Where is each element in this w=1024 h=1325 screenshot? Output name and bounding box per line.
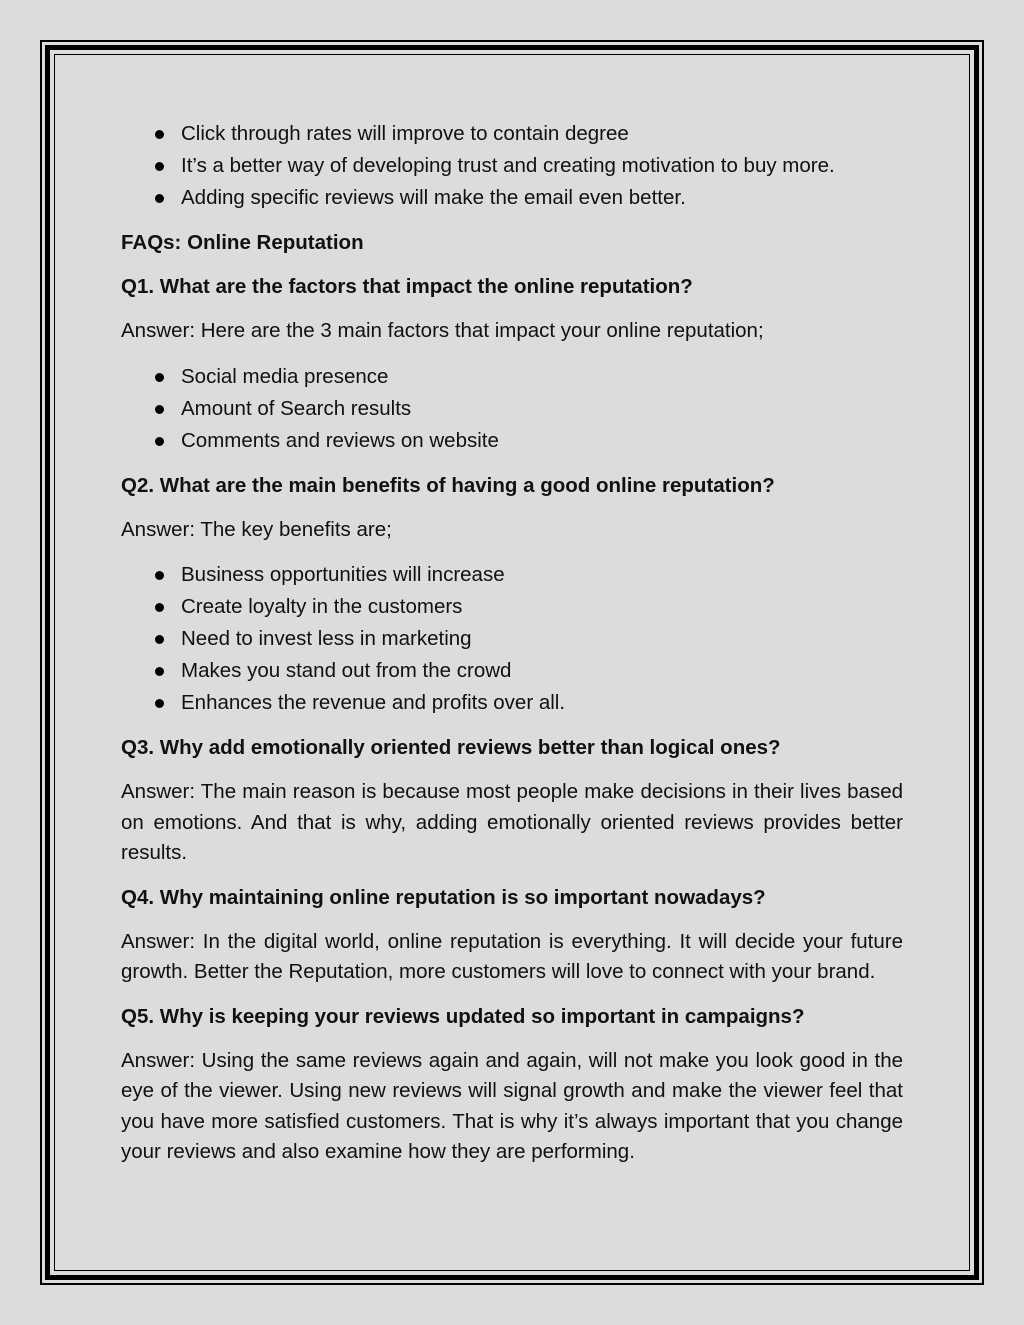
bullet-icon: [155, 437, 164, 446]
list-item: [121, 393, 903, 425]
answer-1: Answer: Here are the 3 main factors that impact your online reputation;: [121, 319, 764, 342]
list-item-text: Comments and reviews on website: [181, 428, 499, 452]
list-item: [121, 591, 903, 623]
bullet-icon: [155, 667, 164, 676]
list-item-text: Amount of Search results: [181, 396, 412, 420]
list-item: [121, 559, 903, 591]
list-item: [121, 361, 903, 393]
bullet-icon: [155, 699, 164, 708]
list-item-text: Social media presence: [181, 364, 389, 388]
list-item-text: Makes you stand out from the crowd: [181, 659, 512, 682]
list-item-text: Adding specific reviews will make the email even better.: [181, 186, 686, 209]
list-item-text: Enhances the revenue and profits over all.: [181, 691, 566, 714]
list-item-text: Click through rates will improve to contain degree: [181, 122, 629, 145]
answer-1-bullet-list: [121, 361, 903, 457]
intro-bullet-list: [121, 118, 903, 214]
bullet-icon: [155, 603, 164, 612]
bullet-icon: [155, 130, 164, 139]
list-item: [121, 182, 903, 214]
bullet-icon: [155, 194, 164, 203]
document-body: [121, 118, 903, 1168]
answer-5: Answer: Using the same reviews again and again, will not make you look good in the eye of the viewer. Using new reviews will signal growth and make the viewer feel that you have more satisfied customers. That is why it’s always important that you change your reviews and also examine how they are performing.: [121, 1048, 903, 1163]
list-item: [121, 118, 903, 150]
answer-2: Answer: The key benefits are;: [121, 517, 392, 541]
bullet-icon: [155, 571, 164, 580]
list-item-text: Business opportunities will increase: [181, 563, 505, 586]
list-item: [121, 687, 903, 719]
bullet-icon: [155, 405, 164, 414]
question-1: Q1. What are the factors that impact the online reputation?: [121, 275, 693, 298]
bullet-icon: [155, 635, 164, 644]
list-item: [121, 623, 903, 655]
list-item-text: It’s a better way of developing trust and creating motivation to buy more.: [181, 154, 835, 177]
bullet-icon: [155, 162, 164, 171]
list-item: [121, 425, 903, 457]
list-item: [121, 655, 903, 687]
question-3: Q3. Why add emotionally oriented reviews better than logical ones?: [121, 736, 781, 759]
answer-2-bullet-list: [121, 559, 903, 719]
answer-3: Answer: The main reason is because most people make decisions in their lives based on emotions. And that is why, adding emotionally oriented reviews provides better results.: [121, 780, 903, 864]
list-item-text: Need to invest less in marketing: [181, 627, 472, 650]
answer-4: Answer: In the digital world, online reputation is everything. It will decide your future growth. Better the Reputation, more customers will love to connect with your brand.: [121, 929, 903, 983]
bullet-icon: [155, 373, 164, 382]
list-item: [121, 150, 903, 182]
question-5: Q5. Why is keeping your reviews updated so important in campaigns?: [121, 1004, 805, 1028]
question-4: Q4. Why maintaining online reputation is so important nowadays?: [121, 885, 766, 909]
list-item-text: Create loyalty in the customers: [181, 595, 463, 618]
faq-section-title: FAQs: Online Reputation: [121, 231, 364, 254]
question-2: Q2. What are the main benefits of having a good online reputation?: [121, 473, 775, 497]
